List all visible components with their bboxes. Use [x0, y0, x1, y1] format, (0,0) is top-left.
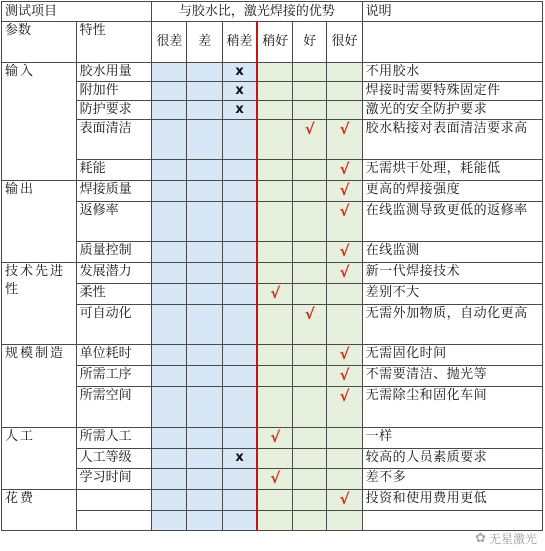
- check-mark: √: [339, 202, 350, 220]
- note-cell: 无需外加物质，自动化更高: [362, 305, 542, 345]
- rating-cell-3: [257, 63, 292, 82]
- rating-cell-5: [327, 263, 362, 284]
- header-row-top: [2, 2, 543, 22]
- rating-cell-2: [222, 511, 257, 531]
- rating-header-4: 好: [293, 22, 327, 63]
- rating-cell-4: [293, 181, 327, 202]
- rating-cell-1: [187, 181, 222, 202]
- group-name: 花费: [2, 490, 77, 531]
- rating-cell-0: [152, 202, 187, 242]
- table-row: [2, 82, 543, 101]
- note-cell: 无需烘干处理，耗能低: [362, 160, 542, 181]
- rating-cell-5: [327, 490, 362, 511]
- feature-cell: 学习时间: [76, 469, 152, 490]
- rating-cell-1: [187, 202, 222, 242]
- check-mark: √: [339, 366, 350, 384]
- note-cell: 在线监测: [362, 242, 542, 263]
- group-name: 输入: [2, 63, 77, 181]
- group-name: 规模制造: [2, 345, 77, 428]
- rating-cell-3: [257, 305, 292, 345]
- check-mark: √: [339, 490, 350, 508]
- rating-cell-5: [327, 449, 362, 469]
- wechat-bubble-icon: ✿: [475, 531, 486, 546]
- rating-cell-0: [152, 387, 187, 428]
- feature-cell: 表面清洁: [76, 120, 152, 160]
- rating-cell-2: [222, 181, 257, 202]
- rating-cell-4: [293, 284, 327, 305]
- rating-cell-5: [327, 469, 362, 490]
- rating-cell-4: [293, 202, 327, 242]
- rating-cell-3: [257, 387, 292, 428]
- rating-cell-2: [222, 449, 257, 469]
- rating-cell-3: [257, 428, 292, 449]
- rating-cell-2: [222, 120, 257, 160]
- feature-cell: 人工等级: [76, 449, 152, 469]
- table-row: [2, 101, 543, 120]
- feature-cell: 附加件: [76, 82, 152, 101]
- rating-cell-3: [257, 120, 292, 160]
- rating-cell-1: [187, 366, 222, 387]
- table-row: [2, 428, 543, 449]
- note-header: 说明: [362, 2, 542, 22]
- feature-header: 特性: [76, 22, 152, 63]
- check-mark: √: [339, 160, 350, 178]
- rating-cell-0: [152, 449, 187, 469]
- rating-cell-5: [327, 120, 362, 160]
- rating-cell-4: [293, 120, 327, 160]
- table-row: [2, 305, 543, 345]
- rating-cell-4: [293, 428, 327, 449]
- rating-cell-3: [257, 284, 292, 305]
- rating-header-3: 稍好: [257, 22, 292, 63]
- note-cell: 新一代焊接技术: [362, 263, 542, 284]
- group-name: 技术先进性: [2, 263, 77, 345]
- rating-cell-0: [152, 305, 187, 345]
- rating-cell-4: [293, 160, 327, 181]
- note-cell: 更高的焊接强度: [362, 181, 542, 202]
- check-mark: √: [339, 181, 350, 199]
- feature-cell: 耗能: [76, 160, 152, 181]
- rating-cell-4: [293, 345, 327, 366]
- rating-cell-0: [152, 428, 187, 449]
- feature-cell: 返修率: [76, 202, 152, 242]
- rating-cell-0: [152, 345, 187, 366]
- feature-cell: 发展潜力: [76, 263, 152, 284]
- rating-cell-1: [187, 469, 222, 490]
- table-row: [2, 120, 543, 160]
- rating-cell-0: [152, 82, 187, 101]
- feature-cell: 质量控制: [76, 242, 152, 263]
- rating-cell-5: [327, 202, 362, 242]
- feature-cell: [76, 490, 152, 511]
- check-mark: √: [270, 469, 281, 487]
- check-mark: √: [339, 120, 350, 138]
- rating-header-1: 差: [187, 22, 222, 63]
- rating-cell-1: [187, 82, 222, 101]
- cross-mark: x: [235, 83, 244, 98]
- cross-mark: x: [235, 102, 244, 117]
- rating-cell-5: [327, 345, 362, 366]
- feature-cell: 所需人工: [76, 428, 152, 449]
- table-row: [2, 345, 543, 366]
- note-cell: [362, 511, 542, 531]
- rating-cell-4: [293, 263, 327, 284]
- param-header: 参数: [2, 22, 77, 63]
- rating-cell-0: [152, 63, 187, 82]
- rating-cell-1: [187, 263, 222, 284]
- group-name: 人工: [2, 428, 77, 490]
- rating-cell-1: [187, 511, 222, 531]
- rating-cell-1: [187, 101, 222, 120]
- rating-cell-5: [327, 101, 362, 120]
- rating-cell-0: [152, 242, 187, 263]
- note-cell: 差别不大: [362, 284, 542, 305]
- rating-cell-4: [293, 511, 327, 531]
- watermark: [475, 530, 537, 547]
- feature-cell: 焊接质量: [76, 181, 152, 202]
- rating-cell-0: [152, 181, 187, 202]
- rating-cell-0: [152, 511, 187, 531]
- note-cell: 无需固化时间: [362, 345, 542, 366]
- rating-cell-1: [187, 387, 222, 428]
- rating-cell-5: [327, 82, 362, 101]
- rating-cell-1: [187, 160, 222, 181]
- rating-cell-2: [222, 490, 257, 511]
- note-cell: 在线监测导致更低的返修率: [362, 202, 542, 242]
- rating-cell-0: [152, 469, 187, 490]
- rating-cell-2: [222, 82, 257, 101]
- rating-cell-2: [222, 263, 257, 284]
- check-mark: √: [270, 428, 281, 446]
- rating-cell-3: [257, 511, 292, 531]
- rating-cell-1: [187, 305, 222, 345]
- note-cell: 激光的安全防护要求: [362, 101, 542, 120]
- note-cell: 投资和使用费用更低: [362, 490, 542, 511]
- table-row: [2, 449, 543, 469]
- check-mark: √: [339, 242, 350, 260]
- rating-cell-4: [293, 449, 327, 469]
- table-row: [2, 387, 543, 428]
- table-row: [2, 160, 543, 181]
- rating-cell-1: [187, 242, 222, 263]
- laser-vs-glue-table: [1, 1, 543, 531]
- rating-cell-5: [327, 366, 362, 387]
- rating-cell-2: [222, 345, 257, 366]
- note-cell: 一样: [362, 428, 542, 449]
- rating-cell-0: [152, 101, 187, 120]
- rating-cell-0: [152, 366, 187, 387]
- table-row: [2, 263, 543, 284]
- rating-cell-5: [327, 428, 362, 449]
- note-cell: 不需要清洁、抛光等: [362, 366, 542, 387]
- note-header-blank: [362, 22, 542, 63]
- rating-cell-5: [327, 181, 362, 202]
- rating-header-0: 很差: [152, 22, 187, 63]
- rating-cell-4: [293, 305, 327, 345]
- check-mark: √: [270, 284, 281, 302]
- rating-cell-1: [187, 345, 222, 366]
- rating-cell-1: [187, 284, 222, 305]
- rating-header-2: 稍差: [222, 22, 257, 63]
- rating-cell-0: [152, 490, 187, 511]
- check-mark: √: [339, 345, 350, 363]
- rating-cell-2: [222, 428, 257, 449]
- rating-cell-3: [257, 345, 292, 366]
- group-name: 输出: [2, 181, 77, 263]
- table-row: [2, 469, 543, 490]
- rating-cell-3: [257, 263, 292, 284]
- rating-cell-1: [187, 120, 222, 160]
- rating-cell-1: [187, 428, 222, 449]
- rating-cell-2: [222, 101, 257, 120]
- feature-cell: 防护要求: [76, 101, 152, 120]
- rating-cell-4: [293, 101, 327, 120]
- rating-cell-2: [222, 160, 257, 181]
- note-cell: 焊接时需要特殊固定件: [362, 82, 542, 101]
- rating-cell-0: [152, 160, 187, 181]
- rating-cell-3: [257, 181, 292, 202]
- rating-cell-4: [293, 82, 327, 101]
- compare-header: 与胶水比，激光焊接的优势: [152, 2, 362, 22]
- check-mark: √: [304, 120, 315, 138]
- rating-cell-2: [222, 63, 257, 82]
- rating-cell-3: [257, 469, 292, 490]
- rating-cell-2: [222, 305, 257, 345]
- table-row: [2, 511, 543, 531]
- rating-cell-3: [257, 202, 292, 242]
- feature-cell: 胶水用量: [76, 63, 152, 82]
- cross-mark: x: [235, 64, 244, 79]
- rating-cell-5: [327, 242, 362, 263]
- rating-cell-1: [187, 490, 222, 511]
- table-row: [2, 284, 543, 305]
- rating-cell-5: [327, 63, 362, 82]
- rating-cell-4: [293, 366, 327, 387]
- rating-cell-0: [152, 120, 187, 160]
- rating-cell-2: [222, 284, 257, 305]
- note-cell: 无需除尘和固化车间: [362, 387, 542, 428]
- group-header: 测试项目: [2, 2, 152, 22]
- rating-cell-3: [257, 449, 292, 469]
- check-mark: √: [339, 387, 350, 405]
- rating-cell-3: [257, 101, 292, 120]
- table-row: [2, 202, 543, 242]
- cross-mark: x: [235, 450, 244, 465]
- rating-cell-0: [152, 263, 187, 284]
- rating-cell-2: [222, 366, 257, 387]
- check-mark: √: [339, 263, 350, 281]
- rating-cell-1: [187, 63, 222, 82]
- feature-cell: 所需空间: [76, 387, 152, 428]
- table-row: [2, 366, 543, 387]
- rating-cell-3: [257, 82, 292, 101]
- table-row: [2, 490, 543, 511]
- rating-cell-5: [327, 160, 362, 181]
- watermark-text: 无星激光: [488, 532, 537, 546]
- rating-cell-4: [293, 387, 327, 428]
- table-row: [2, 242, 543, 263]
- rating-cell-4: [293, 490, 327, 511]
- rating-cell-2: [222, 469, 257, 490]
- rating-cell-2: [222, 202, 257, 242]
- rating-cell-2: [222, 387, 257, 428]
- feature-cell: 可自动化: [76, 305, 152, 345]
- rating-cell-5: [327, 284, 362, 305]
- rating-cell-3: [257, 366, 292, 387]
- feature-cell: 单位耗时: [76, 345, 152, 366]
- rating-cell-3: [257, 160, 292, 181]
- rating-cell-4: [293, 242, 327, 263]
- note-cell: 胶水粘接对表面清洁要求高: [362, 120, 542, 160]
- note-cell: 较高的人员素质要求: [362, 449, 542, 469]
- rating-cell-4: [293, 469, 327, 490]
- note-cell: 差不多: [362, 469, 542, 490]
- table-row: [2, 63, 543, 82]
- rating-cell-5: [327, 305, 362, 345]
- rating-cell-0: [152, 284, 187, 305]
- header-row-sub: [2, 22, 543, 63]
- rating-cell-4: [293, 63, 327, 82]
- rating-cell-5: [327, 387, 362, 428]
- rating-cell-5: [327, 511, 362, 531]
- feature-cell: [76, 511, 152, 531]
- check-mark: √: [304, 305, 315, 323]
- rating-cell-3: [257, 490, 292, 511]
- note-cell: 不用胶水: [362, 63, 542, 82]
- rating-header-5: 很好: [327, 22, 362, 63]
- rating-cell-3: [257, 242, 292, 263]
- rating-cell-2: [222, 242, 257, 263]
- rating-cell-1: [187, 449, 222, 469]
- table-row: [2, 181, 543, 202]
- feature-cell: 柔性: [76, 284, 152, 305]
- feature-cell: 所需工序: [76, 366, 152, 387]
